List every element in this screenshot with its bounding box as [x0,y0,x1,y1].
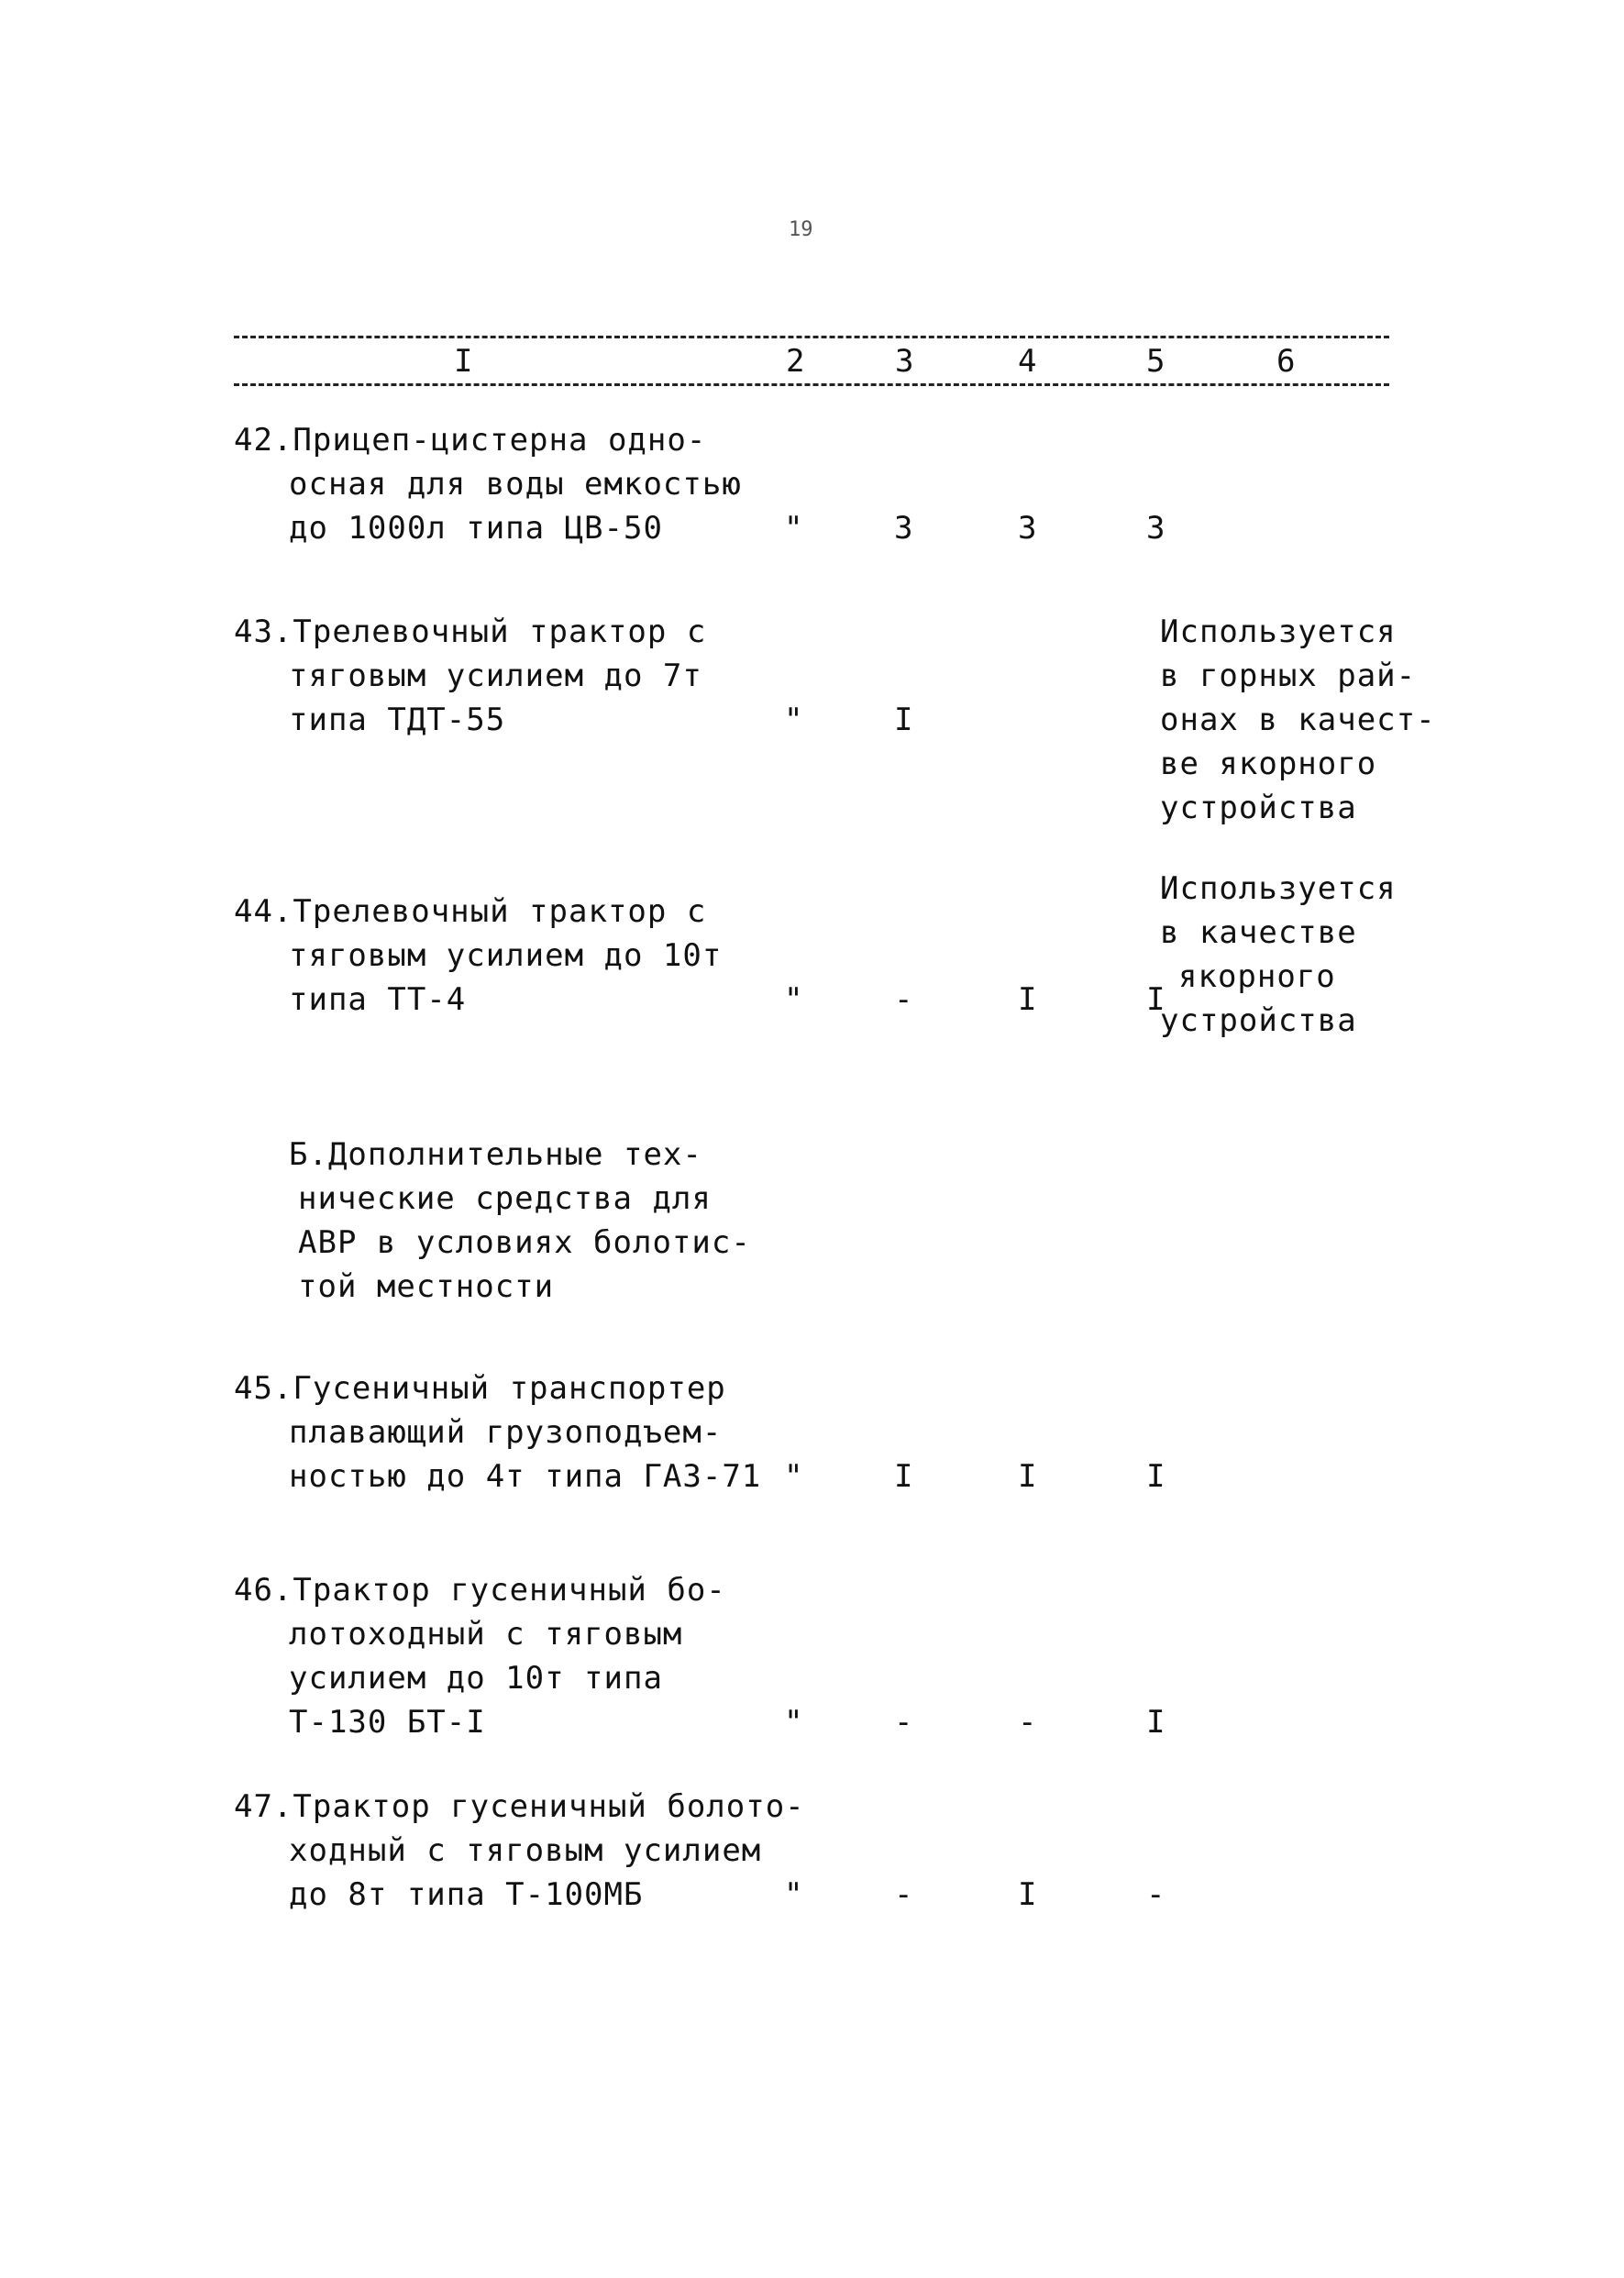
note-column [1160,867,1397,1043]
col3-value: I [894,702,913,738]
header-col-6: 6 [1276,343,1296,380]
col4-value: - [1018,1704,1037,1741]
item-line: до 1000л типа ЦВ-50 [289,510,663,547]
note-line: устройства [1160,1002,1357,1039]
table-row-47 [234,1785,1609,1917]
header-rule-top [234,336,1389,338]
item-line: тяговым усилием до 7т [289,658,702,694]
col3-value: I [894,1458,913,1495]
col5-value: I [1146,981,1166,1018]
col5-value: I [1146,1704,1166,1741]
col2-value: " [784,1458,803,1495]
item-line: ходный с тяговым усилием [289,1832,762,1869]
col2-value: " [784,1704,803,1741]
col2-value: " [784,1876,803,1913]
section-line: нические средства для [298,1180,712,1217]
col3-value: 3 [894,510,913,547]
item-line: Трелевочный трактор с [293,893,707,930]
note-line: якорного [1178,958,1336,995]
item-line: Т-130 БТ-I [289,1704,486,1741]
item-line: типа ТДТ-55 [289,702,506,738]
row-number: 44. [234,893,293,930]
row-number: 46. [234,1572,293,1609]
col2-value: " [784,981,803,1018]
item-line: усилием до 10т типа [289,1660,663,1697]
note-line: Используется [1160,614,1397,650]
header-col-3: 3 [895,343,914,380]
note-line: Используется [1160,870,1397,907]
table-row-46 [234,1568,1609,1744]
col4-value: I [1018,981,1037,1018]
item-line: типа ТТ-4 [289,981,467,1018]
item-line: осная для воды емкостью [289,466,742,503]
row-number: 45. [234,1370,293,1407]
header-col-5: 5 [1146,343,1166,380]
header-col-1: I [454,343,473,380]
col2-value: " [784,510,803,547]
col4-value: I [1018,1876,1037,1913]
section-line: АВР в условиях болотис- [298,1224,751,1261]
item-line: Трелевочный трактор с [293,614,707,650]
section-line: той местности [298,1268,555,1305]
col3-value: - [894,1876,913,1913]
note-line: устройства [1160,790,1357,826]
item-line: Прицеп-цистерна одно- [293,422,707,459]
table-row-42 [234,418,1609,550]
item-line: ностью до 4т типа ГАЗ-71 [289,1458,762,1495]
col4-value: I [1018,1458,1037,1495]
row-number: 43. [234,614,293,650]
page-number: 19 [789,218,813,241]
note-line: ве якорного [1160,746,1377,782]
note-line: в горных рай- [1160,658,1417,694]
row-number: 42. [234,422,293,459]
header-col-2: 2 [786,343,805,380]
item-line: Гусеничный транспортер [293,1370,726,1407]
note-line: в качестве [1160,914,1357,951]
col4-value: 3 [1018,510,1037,547]
table-row-44 [234,870,1609,1039]
col5-value: I [1146,1458,1166,1495]
item-line: лотоходный с тяговым [289,1616,683,1653]
col3-value: - [894,981,913,1018]
note-column [1160,610,1436,830]
item-line: плавающий грузоподъем- [289,1414,723,1451]
item-line: Трактор гусеничный бо- [293,1572,726,1609]
item-line: Трактор гусеничный болото- [293,1788,805,1825]
col3-value: - [894,1704,913,1741]
header-rule-bottom [234,383,1389,386]
note-line: онах в качест- [1160,702,1436,738]
col2-value: " [784,702,803,738]
section-line: Б.Дополнительные тех- [289,1136,702,1173]
section-b-heading [289,1133,1624,1309]
col5-value: - [1146,1876,1166,1913]
row-number: 47. [234,1788,293,1825]
item-line: тяговым усилием до 10т [289,937,723,974]
item-line: до 8т типа Т-100МБ [289,1876,644,1913]
table-row-43 [234,610,1609,826]
col5-value: 3 [1146,510,1166,547]
table-row-45 [234,1366,1609,1498]
header-col-4: 4 [1018,343,1037,380]
